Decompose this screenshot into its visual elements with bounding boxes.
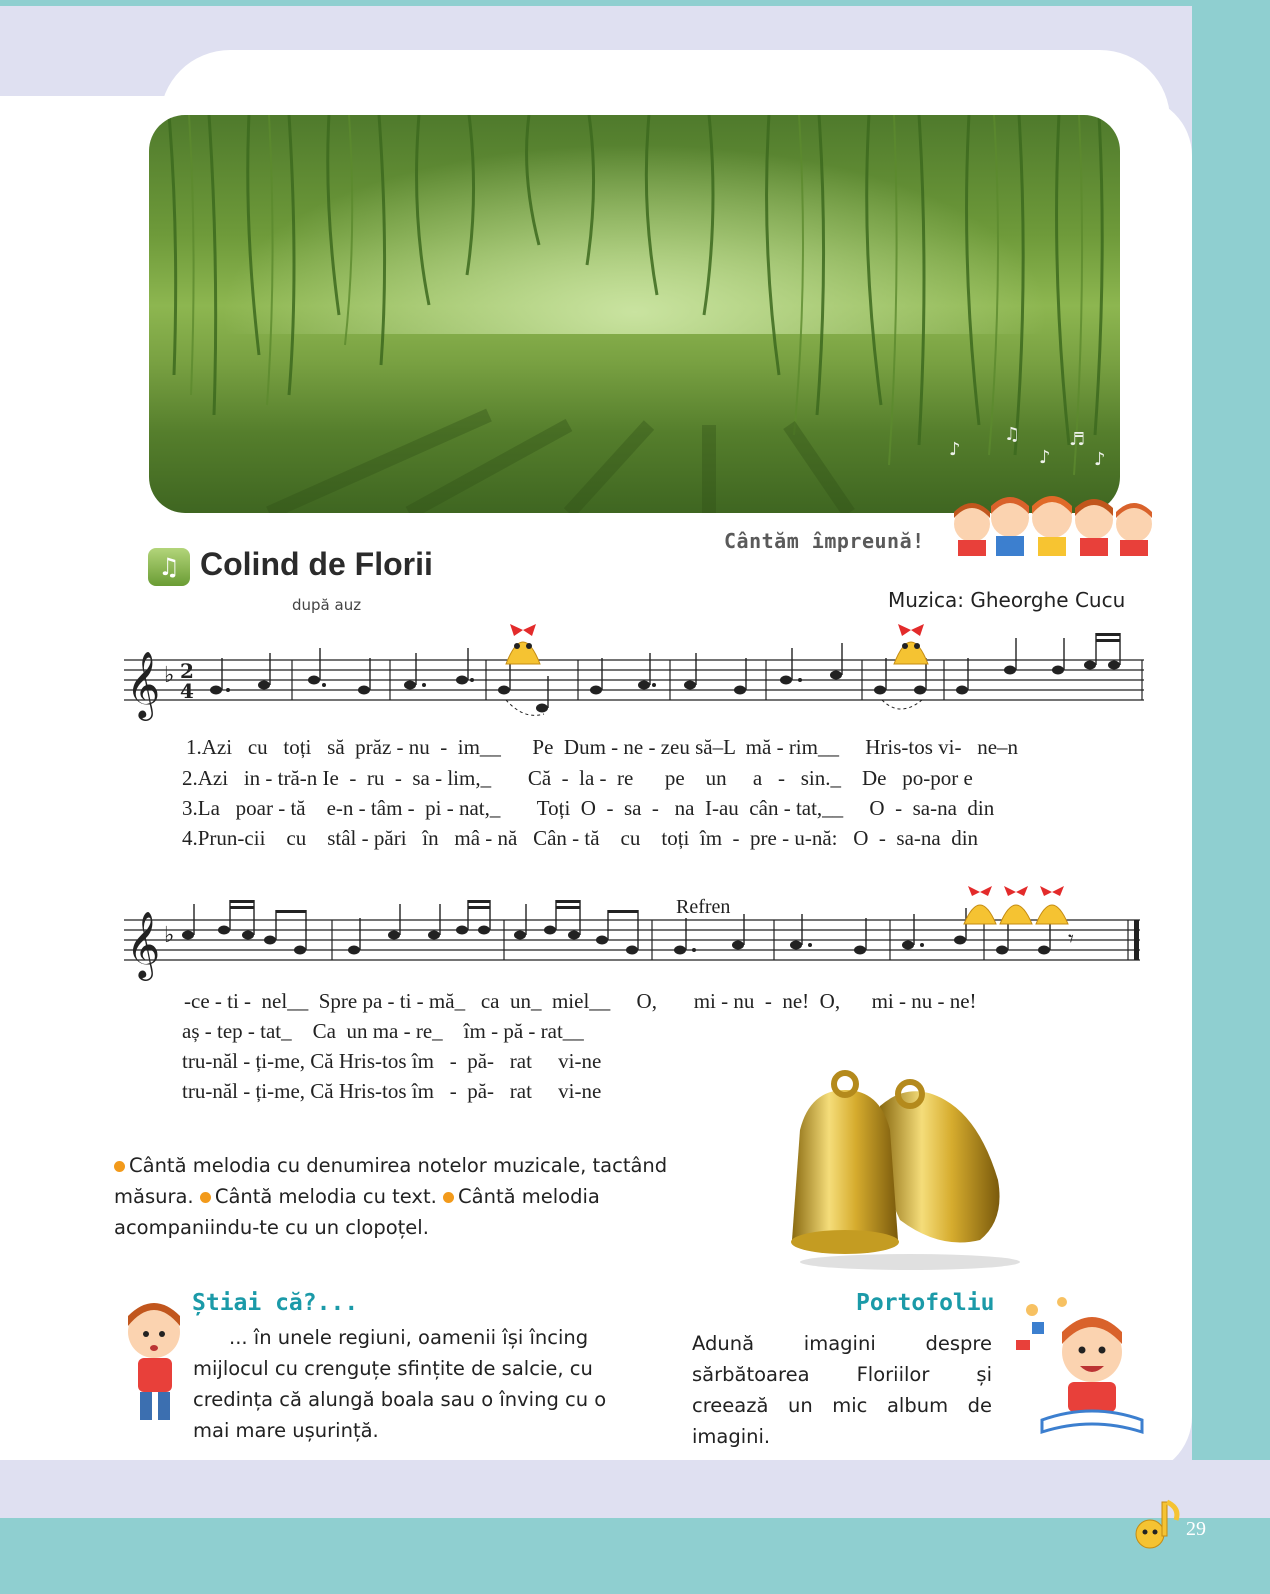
willow-photo [149, 115, 1120, 513]
svg-text:4: 4 [180, 679, 194, 703]
instruction-2: Cântă melodia cu text. [214, 1185, 437, 1208]
music-note-icon: ♫ [148, 548, 190, 586]
verse-2-line-1: 2.Azi in - tră-n Ie - ru - sa - lim,_ Că - la - re pe un a - sin._ De po-por e [182, 766, 973, 790]
music-staff-1 [124, 620, 1144, 730]
verse-4-line-2: tru-năl - ți-me, Că Hris-tos îm - pă- rat vi-ne [182, 1079, 602, 1103]
right-border [1192, 0, 1270, 1594]
svg-text:𝄞: 𝄞 [126, 650, 161, 718]
refrain-label: Refren [676, 896, 731, 918]
kids-group-illustration [952, 484, 1167, 556]
verse-3-line-1: 3.La poar - tă e-n - tâm - pi - nat,_ Toți O - sa - na I-au cân - tat,__ O - sa-na din [182, 796, 995, 820]
portofoliu-title: Portofoliu [856, 1290, 995, 1316]
verse-4-line-1: 4.Prun-cii cu stâl - pări în mâ - nă Cân - tă cu toți îm - pre - u-nă: O - sa-na din [182, 826, 979, 850]
willow-fronds [149, 115, 1120, 513]
bullet-icon [114, 1161, 125, 1172]
svg-text:2: 2 [180, 659, 194, 683]
note-mascot-icon [1126, 1496, 1182, 1552]
stiai-text: ... în unele regiuni, oamenii își încing mijlocul cu crenguțe sfințite de salcie, cu credința că alungă boala sau o înving cu o mai mare ușurință. [193, 1326, 607, 1442]
svg-text:♪: ♪ [949, 439, 961, 460]
stiai-title: Știai că?... [192, 1290, 359, 1316]
cantam-impreuna-label: Cântăm împreună! [724, 529, 925, 553]
verse-1-line-2: -ce - ti - nel__ Spre pa - ti - mă_ ca un_ miel__ O, mi - nu - ne! O, mi - nu - ne! [184, 989, 977, 1013]
svg-text:♫: ♫ [1004, 424, 1021, 445]
verse-3-line-2: tru-năl - ți-me, Că Hris-tos îm - pă- rat vi-ne [182, 1049, 602, 1073]
song-subtitle: după auz [292, 596, 362, 614]
bell-mascot-icon [886, 614, 936, 670]
thinking-boy-illustration [116, 1298, 192, 1426]
svg-text:♭: ♭ [164, 923, 175, 948]
song-title: Colind de Florii [200, 546, 433, 582]
svg-text:𝄞: 𝄞 [126, 910, 161, 978]
svg-text:♬: ♬ [1069, 429, 1086, 450]
bullet-icon [200, 1192, 211, 1203]
verse-1-line-1: 1.Azi cu toți să prăz - nu - im__ Pe Dum - ne - zeu să–L mă - rim__ Hris-tos vi- ne–n [186, 735, 1019, 759]
verse-2-line-2: aș - tep - tat_ Ca un ma - re_ îm - pă - rat__ [182, 1019, 584, 1043]
page-number: 29 [1186, 1518, 1206, 1540]
bullet-icon [443, 1192, 454, 1203]
bell-mascot-icon [498, 614, 548, 670]
svg-text:♪: ♪ [1094, 449, 1106, 470]
bell-mascots-icon [960, 878, 1076, 928]
instructions-block [114, 1150, 674, 1243]
song-composer: Muzica: Gheorghe Cucu [888, 588, 1126, 612]
golden-bells-illustration [770, 1070, 1040, 1270]
bottom-teal-band [0, 1518, 1270, 1594]
instruction-3: Cântă melodia acompaniindu-te cu un clopoțel. [114, 1185, 600, 1239]
reading-boy-illustration [1002, 1292, 1152, 1452]
svg-text:♭: ♭ [164, 663, 175, 688]
instruction-1: Cântă melodia cu denumirea notelor muzicale, tactând măsura. [114, 1154, 668, 1208]
svg-text:𝄾: 𝄾 [1068, 927, 1074, 952]
portofoliu-text: Adună imagini despre sărbătoarea Floriilor și creează un mic album de imagini. [692, 1332, 992, 1448]
svg-text:♪: ♪ [1039, 447, 1051, 468]
